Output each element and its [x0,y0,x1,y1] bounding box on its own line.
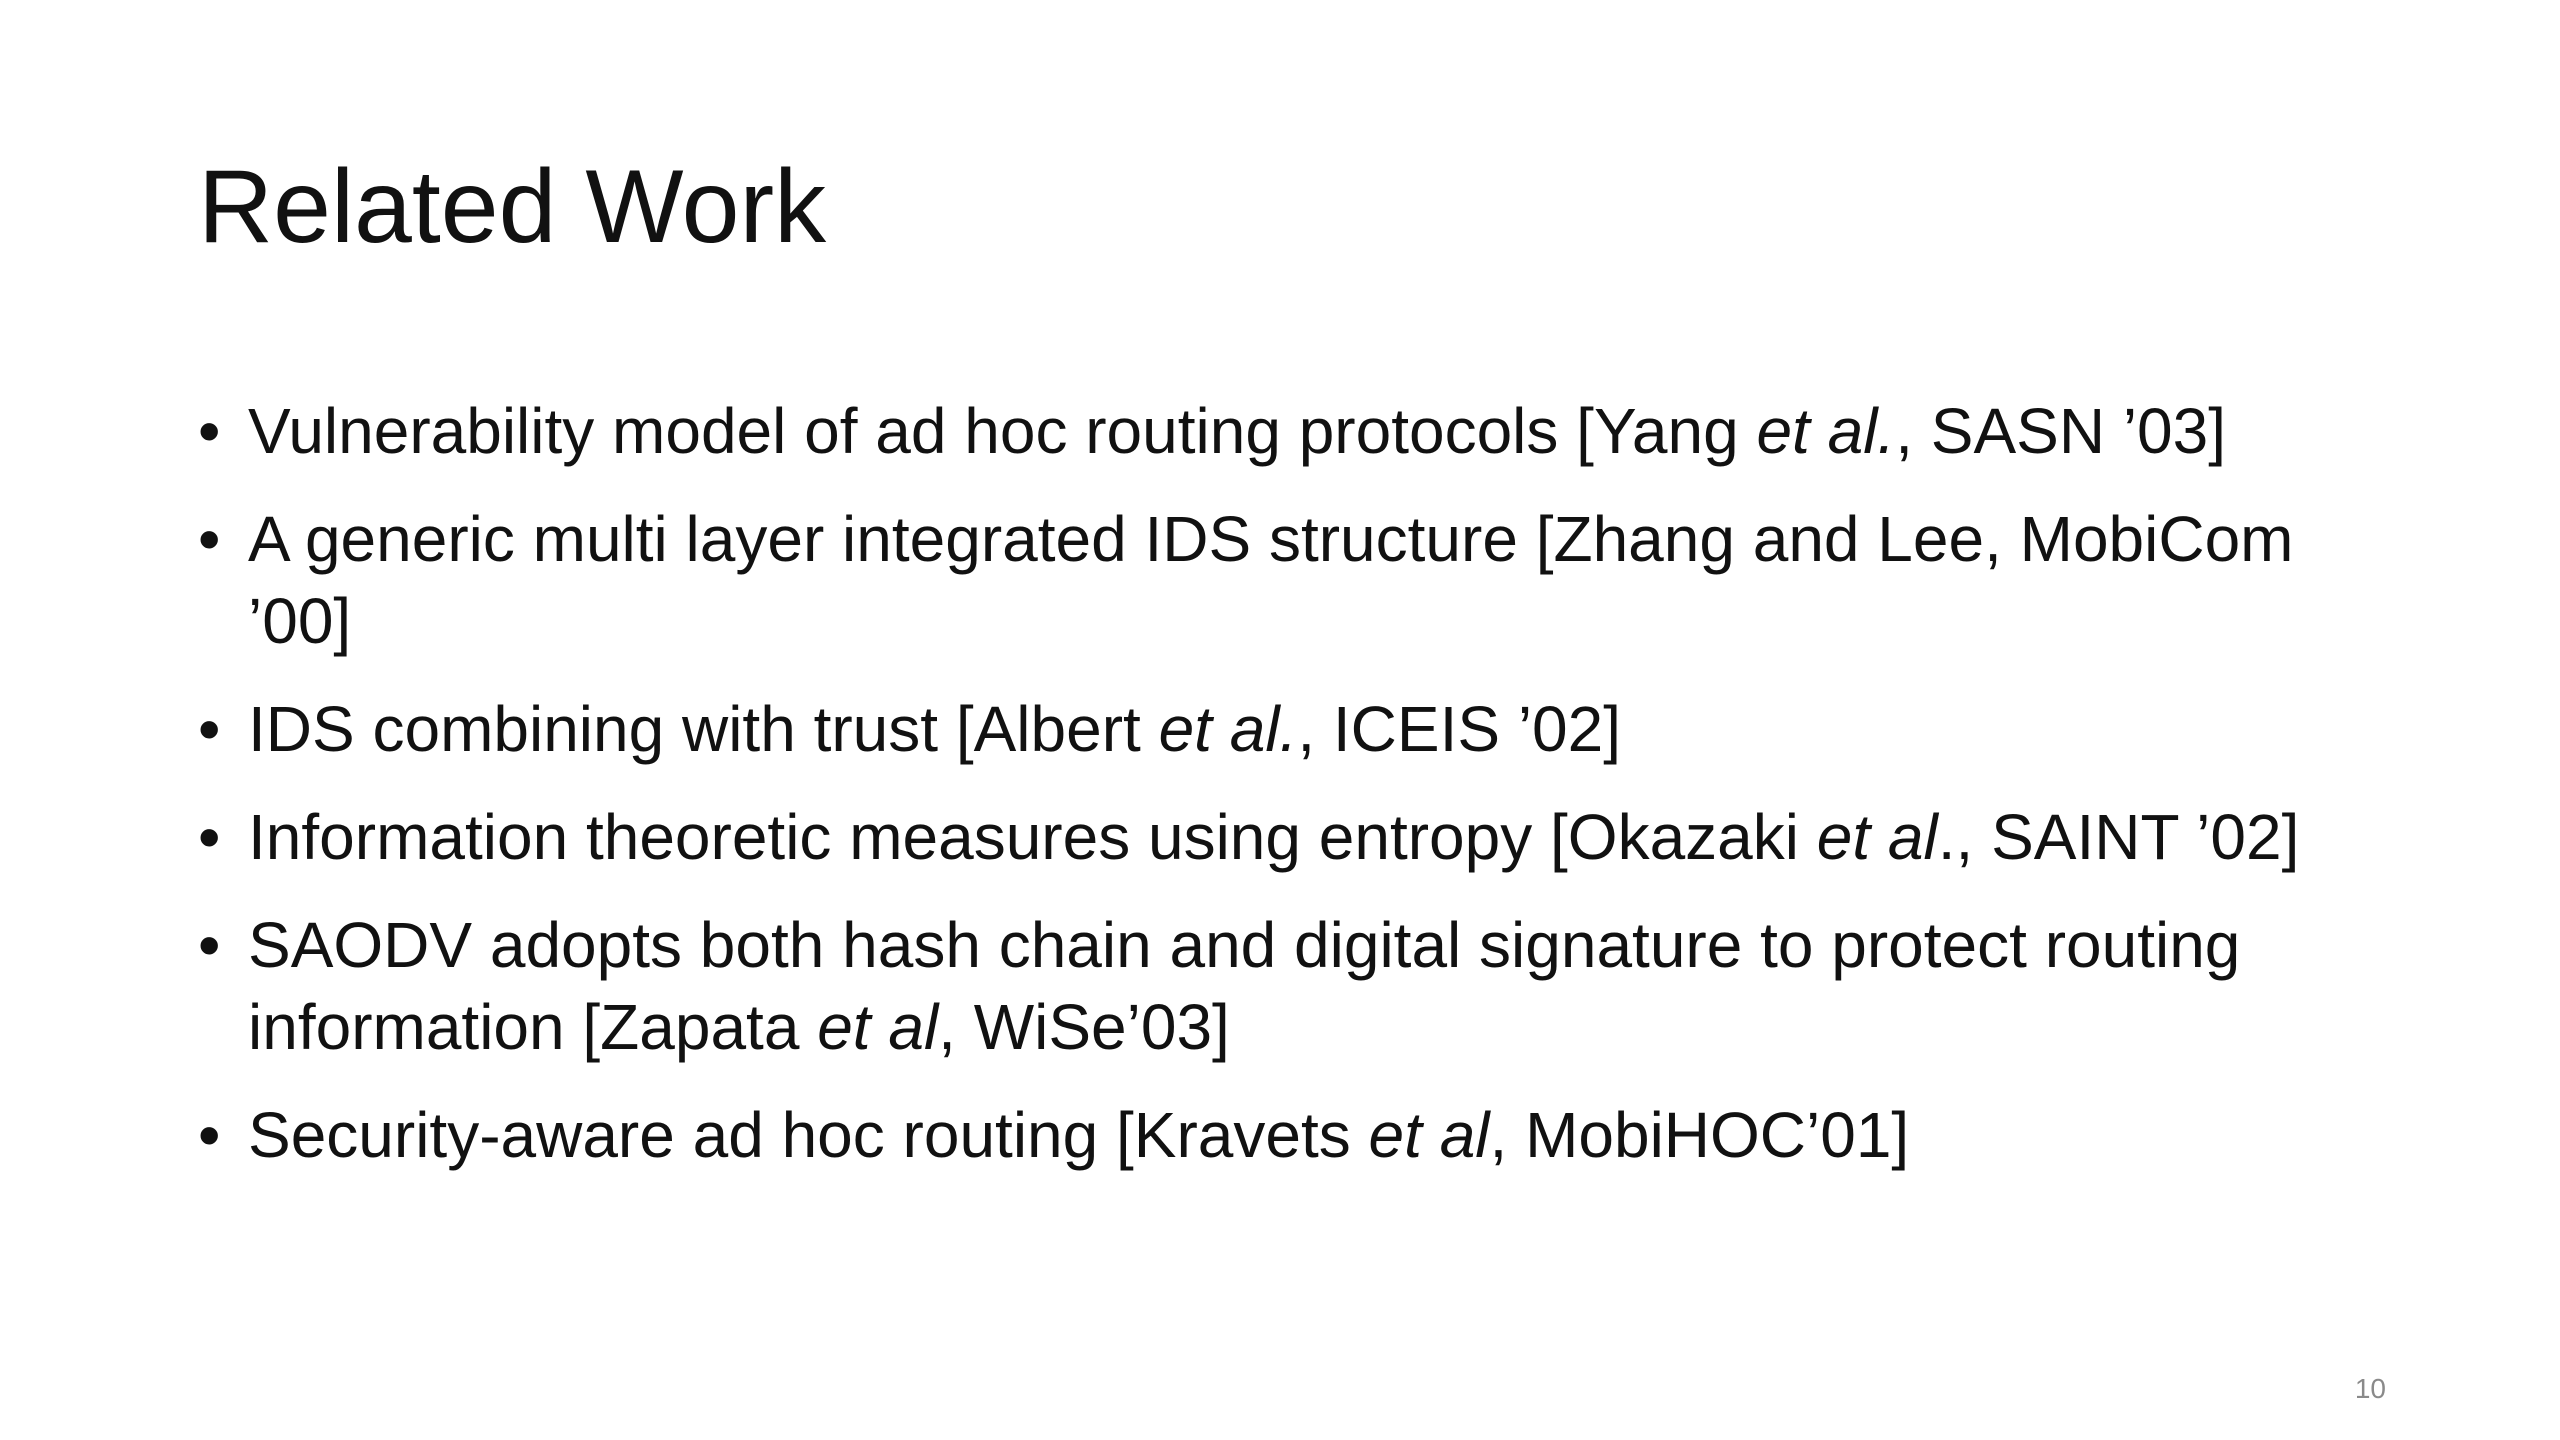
bullet-text: SAODV adopts both hash chain and digital signature to protect routing information [Zapata [248,909,2241,1063]
slide-title: Related Work [198,149,827,265]
bullet-text-italic: et al [1816,801,1938,873]
bullet-text-italic: et al [1368,1099,1490,1171]
bullet-dot: • [198,693,221,765]
bullet-dot: • [198,1099,221,1171]
bullet-text: ., SAINT ’02] [1937,801,2300,873]
bullet-item [198,904,2398,1068]
bullet-text: Vulnerability model of ad hoc routing protocols [Yang [248,395,1757,467]
bullet-text-italic: et al [817,991,939,1063]
bullet-text: , MobiHOC’01] [1489,1099,1910,1171]
bullet-text: A generic multi layer integrated IDS structure [Zhang and Lee, MobiCom ’00] [248,503,2294,657]
bullet-dot: • [198,801,221,873]
bullet-item [198,688,2398,770]
bullet-item [198,498,2398,662]
bullet-dot: • [198,395,221,467]
bullet-dot: • [198,909,221,981]
bullet-text: Security-aware ad hoc routing [Kravets [248,1099,1369,1171]
bullet-list [198,390,2398,1202]
bullet-item [198,796,2398,878]
bullet-text-italic: et al. [1158,693,1298,765]
bullet-text: IDS combining with trust [Albert [248,693,1159,765]
slide-number: 10 [2354,1373,2386,1404]
bullet-dot: • [198,503,221,575]
bullet-item [198,390,2398,472]
bullet-item [198,1094,2398,1176]
bullet-text: , ICEIS ’02] [1297,693,1621,765]
bullet-text: , WiSe’03] [938,991,1230,1063]
bullet-text: Information theoretic measures using entropy [Okazaki [248,801,1817,873]
bullet-text-italic: et al. [1756,395,1896,467]
bullet-text: , SASN ’03] [1895,395,2226,467]
